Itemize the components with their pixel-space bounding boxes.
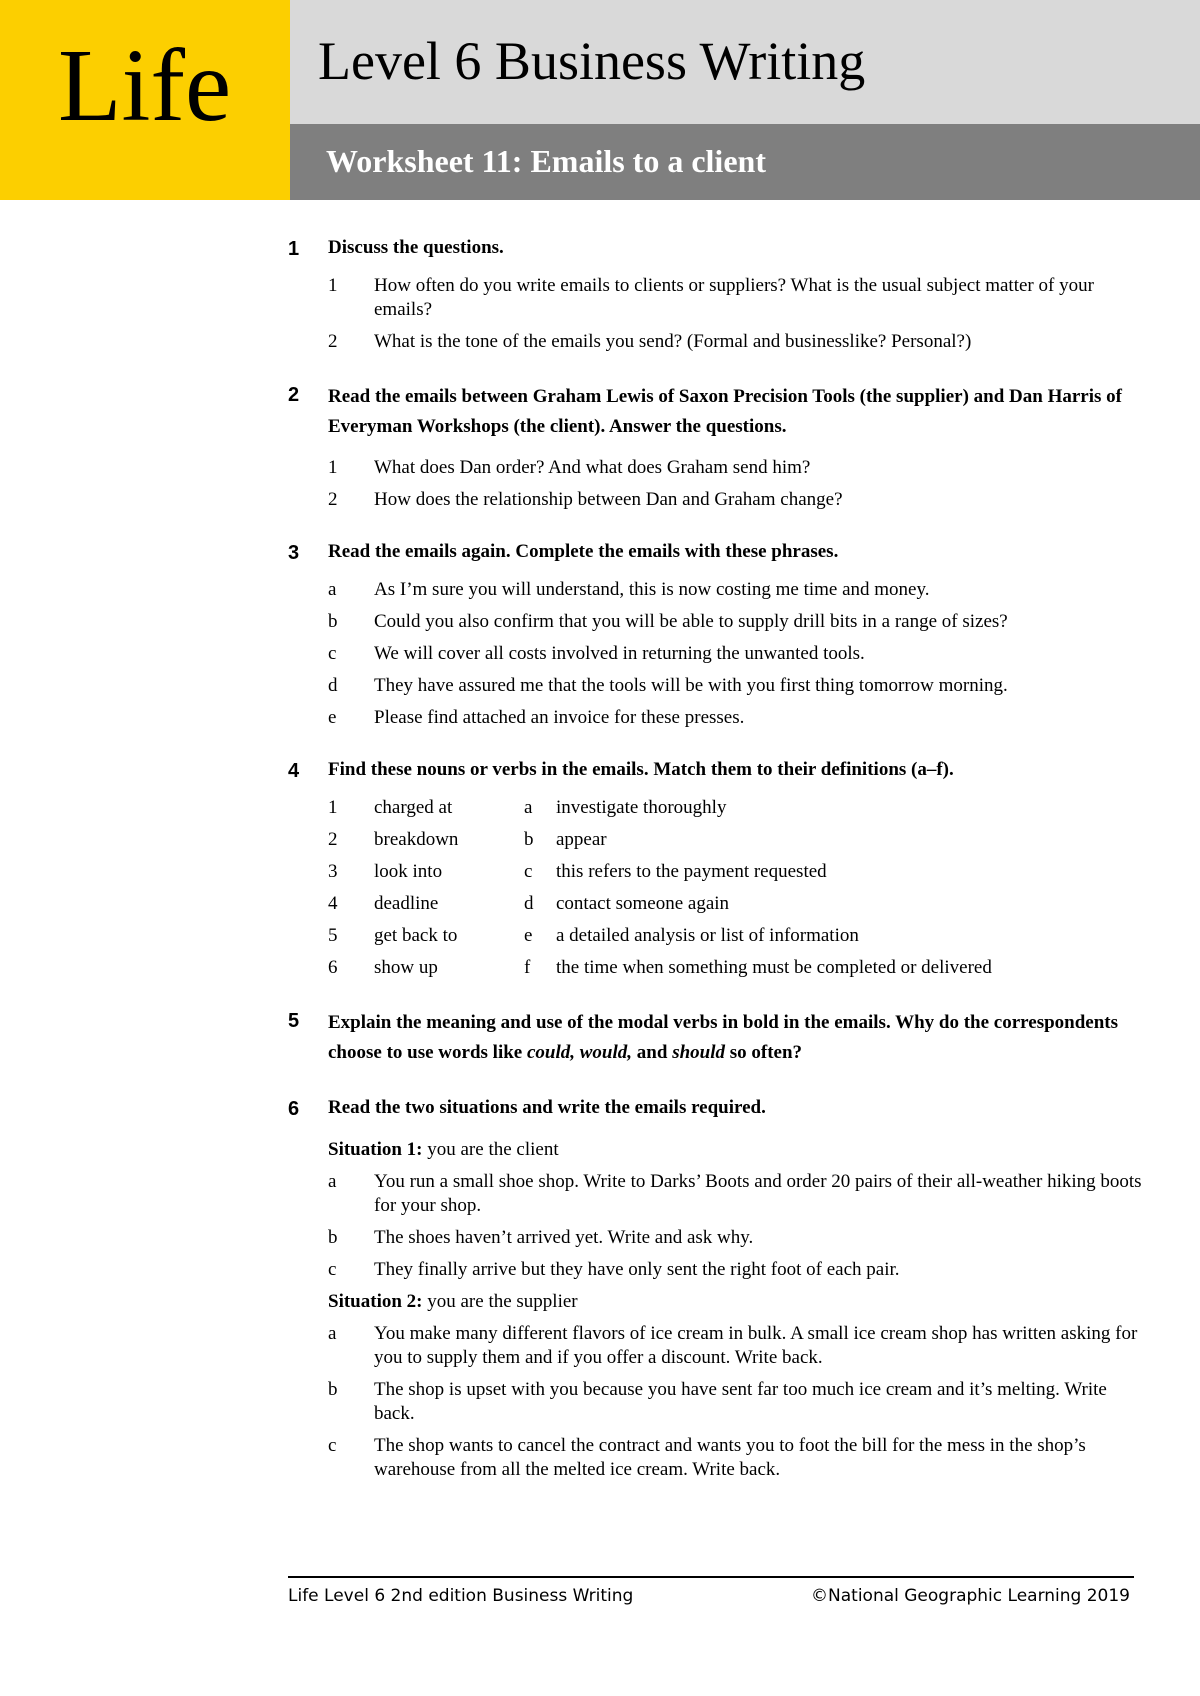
situation-label: Situation 1: <box>328 1139 423 1160</box>
item-marker: 1 <box>328 457 338 478</box>
instruction-text: and <box>632 1042 673 1063</box>
item-text: How often do you write emails to clients or suppliers? What is the usual subject matter of your emails? <box>374 275 1094 320</box>
subtitle-bar <box>290 124 1200 200</box>
term: show up <box>374 957 438 978</box>
item-marker: 1 <box>328 275 338 296</box>
modal-verb-italic: should <box>672 1042 725 1063</box>
item-text: You make many different flavors of ice cream in bulk. A small ice cream shop has written asking for you to supply them and if you offer a discount. Write back. <box>374 1323 1138 1368</box>
exercise-6 <box>288 1096 1148 1482</box>
instruction-text: Explain the meaning and use of the modal verbs in bold in the emails. Why do the correspondents choose to use words like <box>328 1012 1119 1063</box>
list-item <box>328 1322 1148 1370</box>
term: look into <box>374 861 443 882</box>
item-marker: c <box>328 1259 337 1280</box>
match-row <box>328 924 1148 948</box>
definition-letter: a <box>524 797 533 818</box>
title-bar <box>290 0 1200 124</box>
term-number: 2 <box>328 829 338 850</box>
exercise-2 <box>288 382 1148 512</box>
definition: this refers to the payment requested <box>556 861 827 882</box>
worksheet-title: Worksheet 11: Emails to a client <box>326 143 766 179</box>
page-title: Level 6 Business Writing <box>318 31 866 91</box>
list-item <box>328 610 1148 634</box>
definition-letter: c <box>524 861 533 882</box>
exercise-number: 3 <box>288 542 300 564</box>
term: get back to <box>374 925 458 946</box>
situation-role: you are the supplier <box>422 1291 578 1312</box>
item-marker: a <box>328 1323 337 1344</box>
exercise-4 <box>288 758 1148 980</box>
list-item <box>328 1378 1148 1426</box>
item-marker: 2 <box>328 331 338 352</box>
term: breakdown <box>374 829 459 850</box>
definition: the time when something must be completed or delivered <box>556 957 992 978</box>
term-number: 6 <box>328 957 338 978</box>
term: charged at <box>374 797 453 818</box>
item-text: The shop is upset with you because you have sent far too much ice cream and it’s melting. Write back. <box>374 1379 1107 1424</box>
modal-verbs-italic: could, would, <box>526 1042 633 1063</box>
list-item <box>328 642 1148 666</box>
definition: appear <box>556 829 607 850</box>
definition-letter: b <box>524 829 534 850</box>
match-row <box>328 860 1148 884</box>
list-item <box>328 488 1148 512</box>
instruction-text: so often? <box>725 1042 803 1063</box>
item-marker: d <box>328 675 338 696</box>
item-text: What does Dan order? And what does Graham send him? <box>374 457 811 478</box>
exercise-instruction: Read the emails again. Complete the emails with these phrases. <box>328 541 839 562</box>
situation-2-heading <box>328 1290 1148 1314</box>
item-text: You run a small shoe shop. Write to Darks’ Boots and order 20 pairs of their all-weather hiking boots for your shop. <box>374 1171 1142 1216</box>
term: deadline <box>374 893 439 914</box>
list-item <box>328 1170 1148 1218</box>
brand-block <box>0 0 290 200</box>
list-item <box>328 456 1148 480</box>
term-number: 3 <box>328 861 338 882</box>
worksheet-content <box>288 236 1148 1490</box>
item-marker: a <box>328 579 337 600</box>
brand-logo-text: Life <box>58 28 232 143</box>
definition: a detailed analysis or list of information <box>556 925 859 946</box>
list-item <box>328 1258 1148 1282</box>
item-text: The shop wants to cancel the contract and wants you to foot the bill for the mess in the shop’s warehouse from all the melted ice cream. Write back. <box>374 1435 1086 1480</box>
exercise-1 <box>288 236 1148 354</box>
term-number: 5 <box>328 925 338 946</box>
exercise-number: 2 <box>288 384 300 406</box>
item-text: Please find attached an invoice for these presses. <box>374 707 745 728</box>
exercise-number: 5 <box>288 1010 300 1032</box>
situation-role: you are the client <box>422 1139 559 1160</box>
footer-copyright: ©National Geographic Learning 2019 <box>811 1586 1130 1606</box>
exercise-number: 6 <box>288 1098 300 1120</box>
item-marker: 2 <box>328 489 338 510</box>
item-marker: b <box>328 611 338 632</box>
question-list <box>328 274 1148 354</box>
footer-edition: Life Level 6 2nd edition Business Writing <box>288 1586 634 1606</box>
situation-1-tasks <box>328 1170 1148 1282</box>
item-text: What is the tone of the emails you send? (Formal and businesslike? Personal?) <box>374 331 972 352</box>
exercise-5 <box>288 1008 1148 1068</box>
item-marker: b <box>328 1227 338 1248</box>
exercise-instruction <box>328 1008 1148 1068</box>
item-text: How does the relationship between Dan and Graham change? <box>374 489 843 510</box>
item-text: They have assured me that the tools will be with you first thing tomorrow morning. <box>374 675 1008 696</box>
exercise-instruction: Read the emails between Graham Lewis of Saxon Precision Tools (the supplier) and Dan Harris of Everyman Workshops (the client). Answer the questions. <box>328 386 1122 437</box>
matching-table <box>328 796 1148 980</box>
phrase-list <box>328 578 1148 730</box>
exercise-instruction: Discuss the questions. <box>328 237 504 258</box>
situation-1-heading <box>328 1138 1148 1162</box>
term-number: 1 <box>328 797 338 818</box>
definition: contact someone again <box>556 893 730 914</box>
list-item <box>328 1434 1148 1482</box>
item-marker: c <box>328 643 337 664</box>
item-marker: b <box>328 1379 338 1400</box>
item-marker: c <box>328 1435 337 1456</box>
definition-letter: e <box>524 925 533 946</box>
item-marker: e <box>328 707 337 728</box>
item-text: Could you also confirm that you will be able to supply drill bits in a range of sizes? <box>374 611 1008 632</box>
list-item <box>328 578 1148 602</box>
item-marker: a <box>328 1171 337 1192</box>
exercise-number: 4 <box>288 760 300 782</box>
exercise-instruction: Read the two situations and write the emails required. <box>328 1097 766 1118</box>
item-text: The shoes haven’t arrived yet. Write and ask why. <box>374 1227 754 1248</box>
definition-letter: d <box>524 893 534 914</box>
definition-letter: f <box>524 957 531 978</box>
item-text: They finally arrive but they have only sent the right foot of each pair. <box>374 1259 900 1280</box>
footer-divider <box>288 1576 1134 1578</box>
match-row <box>328 796 1148 820</box>
list-item <box>328 330 1148 354</box>
situation-label: Situation 2: <box>328 1291 423 1312</box>
exercise-number: 1 <box>288 238 300 260</box>
question-list <box>328 456 1148 512</box>
item-text: As I’m sure you will understand, this is now costing me time and money. <box>374 579 930 600</box>
definition: investigate thoroughly <box>556 797 727 818</box>
match-row <box>328 828 1148 852</box>
term-number: 4 <box>328 893 338 914</box>
list-item <box>328 706 1148 730</box>
match-row <box>328 892 1148 916</box>
list-item <box>328 1226 1148 1250</box>
situation-2-tasks <box>328 1322 1148 1482</box>
exercise-instruction: Find these nouns or verbs in the emails. Match them to their definitions (a–f). <box>328 759 954 780</box>
exercise-3 <box>288 540 1148 730</box>
list-item <box>328 674 1148 698</box>
item-text: We will cover all costs involved in returning the unwanted tools. <box>374 643 865 664</box>
list-item <box>328 274 1148 322</box>
match-row <box>328 956 1148 980</box>
